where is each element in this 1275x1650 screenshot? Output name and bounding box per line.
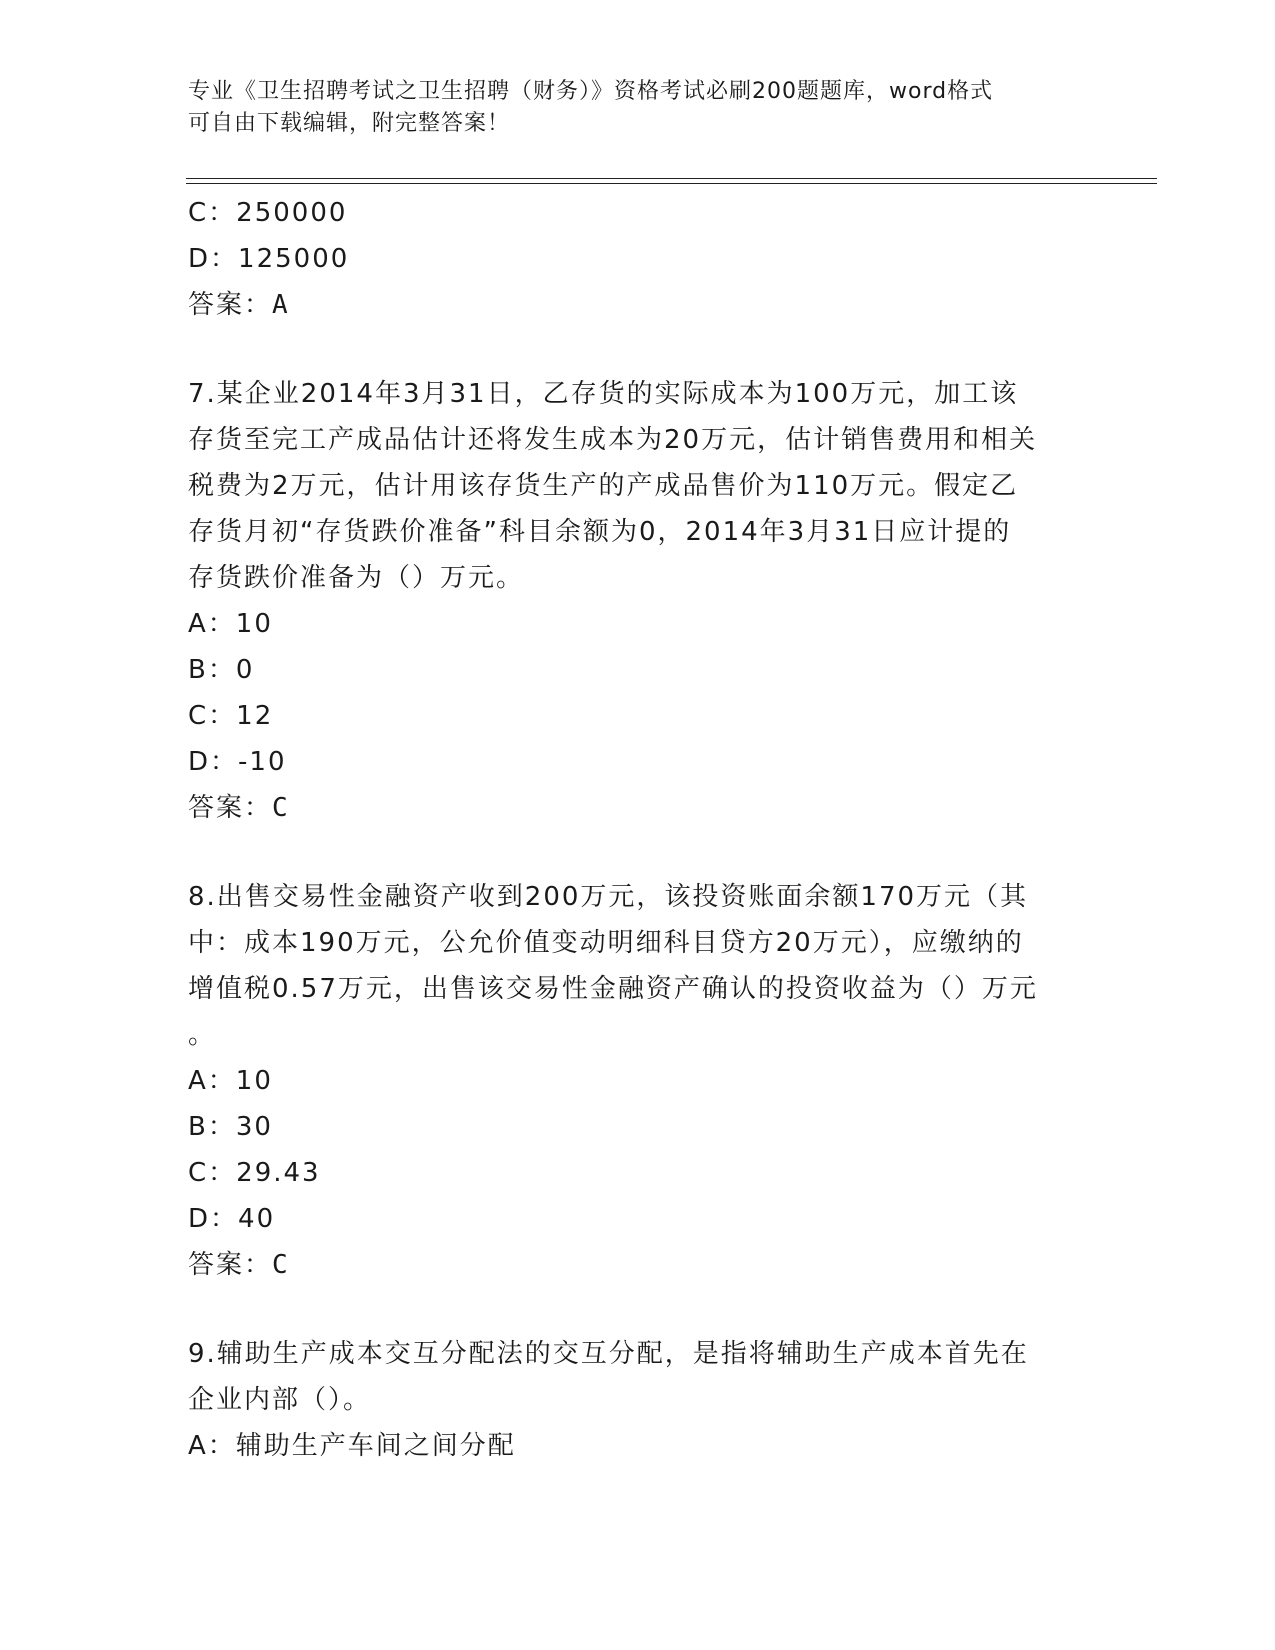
option-text: 125000 (238, 244, 350, 274)
option-text: 250000 (236, 198, 348, 228)
option-label: A： (188, 1431, 236, 1461)
header-divider-top (186, 178, 1157, 179)
question-text-line: 存货月初“存货跌价准备”科目余额为0，2014年3月31日应计提的 (188, 517, 1012, 547)
option-text: 30 (235, 1112, 273, 1142)
question-text-line: 存货跌价准备为（）万元。 (188, 563, 525, 593)
option-label: C： (188, 701, 237, 731)
question-text-line: 存货至完工产成品估计还将发生成本为20万元，估计销售费用和相关 (188, 425, 1038, 455)
answer-value: C (272, 793, 290, 823)
question-9 (188, 1331, 1088, 1469)
option-label: D： (188, 244, 239, 274)
option-d (188, 1196, 1088, 1242)
header-divider-bottom (186, 183, 1157, 184)
prev-question (188, 190, 1088, 328)
option-c (188, 693, 1088, 739)
option-label: C： (188, 1158, 237, 1188)
option-label: A： (188, 1066, 236, 1096)
answer-value: C (272, 1250, 290, 1280)
question-text-line: 税费为2万元，估计用该存货生产的产成品售价为110万元。假定乙 (188, 471, 1019, 501)
document-body (188, 190, 1088, 1469)
option-text: 辅助生产车间之间分配 (235, 1431, 516, 1461)
question-8 (188, 874, 1088, 1288)
answer-label: 答案： (188, 1250, 273, 1280)
option-text: 12 (236, 701, 274, 731)
option-c (188, 190, 1088, 236)
option-d (188, 236, 1088, 282)
option-label: D： (188, 1204, 239, 1234)
option-label: B： (188, 1112, 236, 1142)
question-text-line: 企业内部（）。 (188, 1385, 372, 1415)
document-header (188, 76, 1088, 140)
option-b (188, 647, 1088, 693)
header-line-2: 可自由下载编辑，附完整答案！ (188, 111, 511, 136)
answer-value: A (272, 290, 290, 320)
option-a (188, 1423, 1088, 1469)
option-b (188, 1104, 1088, 1150)
question-text-line: 中：成本190万元，公允价值变动明细科目贷方20万元），应缴纳的 (188, 928, 1024, 958)
option-a (188, 1058, 1088, 1104)
option-text: -10 (238, 747, 287, 777)
question-text-line: 7.某企业2014年3月31日，乙存货的实际成本为100万元，加工该 (188, 379, 1019, 409)
option-d (188, 739, 1088, 785)
option-text: 10 (235, 609, 273, 639)
option-text: 29.43 (236, 1158, 321, 1188)
answer-line (188, 785, 1088, 831)
answer-line (188, 1242, 1088, 1288)
option-text: 0 (235, 655, 255, 685)
answer-label: 答案： (188, 290, 273, 320)
option-label: D： (188, 747, 239, 777)
option-label: B： (188, 655, 236, 685)
question-text-line: 增值税0.57万元，出售该交易性金融资产确认的投资收益为（）万元 (188, 974, 1038, 1004)
question-text-line: 。 (188, 1020, 217, 1050)
question-text-line: 8.出售交易性金融资产收到200万元，该投资账面余额170万元（其 (188, 882, 1029, 912)
answer-label: 答案： (188, 793, 273, 823)
option-label: A： (188, 609, 236, 639)
option-a (188, 601, 1088, 647)
option-label: C： (188, 198, 237, 228)
question-text-line: 9.辅助生产成本交互分配法的交互分配，是指将辅助生产成本首先在 (188, 1339, 1029, 1369)
option-text: 40 (238, 1204, 276, 1234)
option-c (188, 1150, 1088, 1196)
header-line-1: 专业《卫生招聘考试之卫生招聘（财务）》资格考试必刷200题题库，word格式 (188, 79, 994, 104)
option-text: 10 (235, 1066, 273, 1096)
answer-line (188, 282, 1088, 328)
question-7 (188, 371, 1088, 831)
